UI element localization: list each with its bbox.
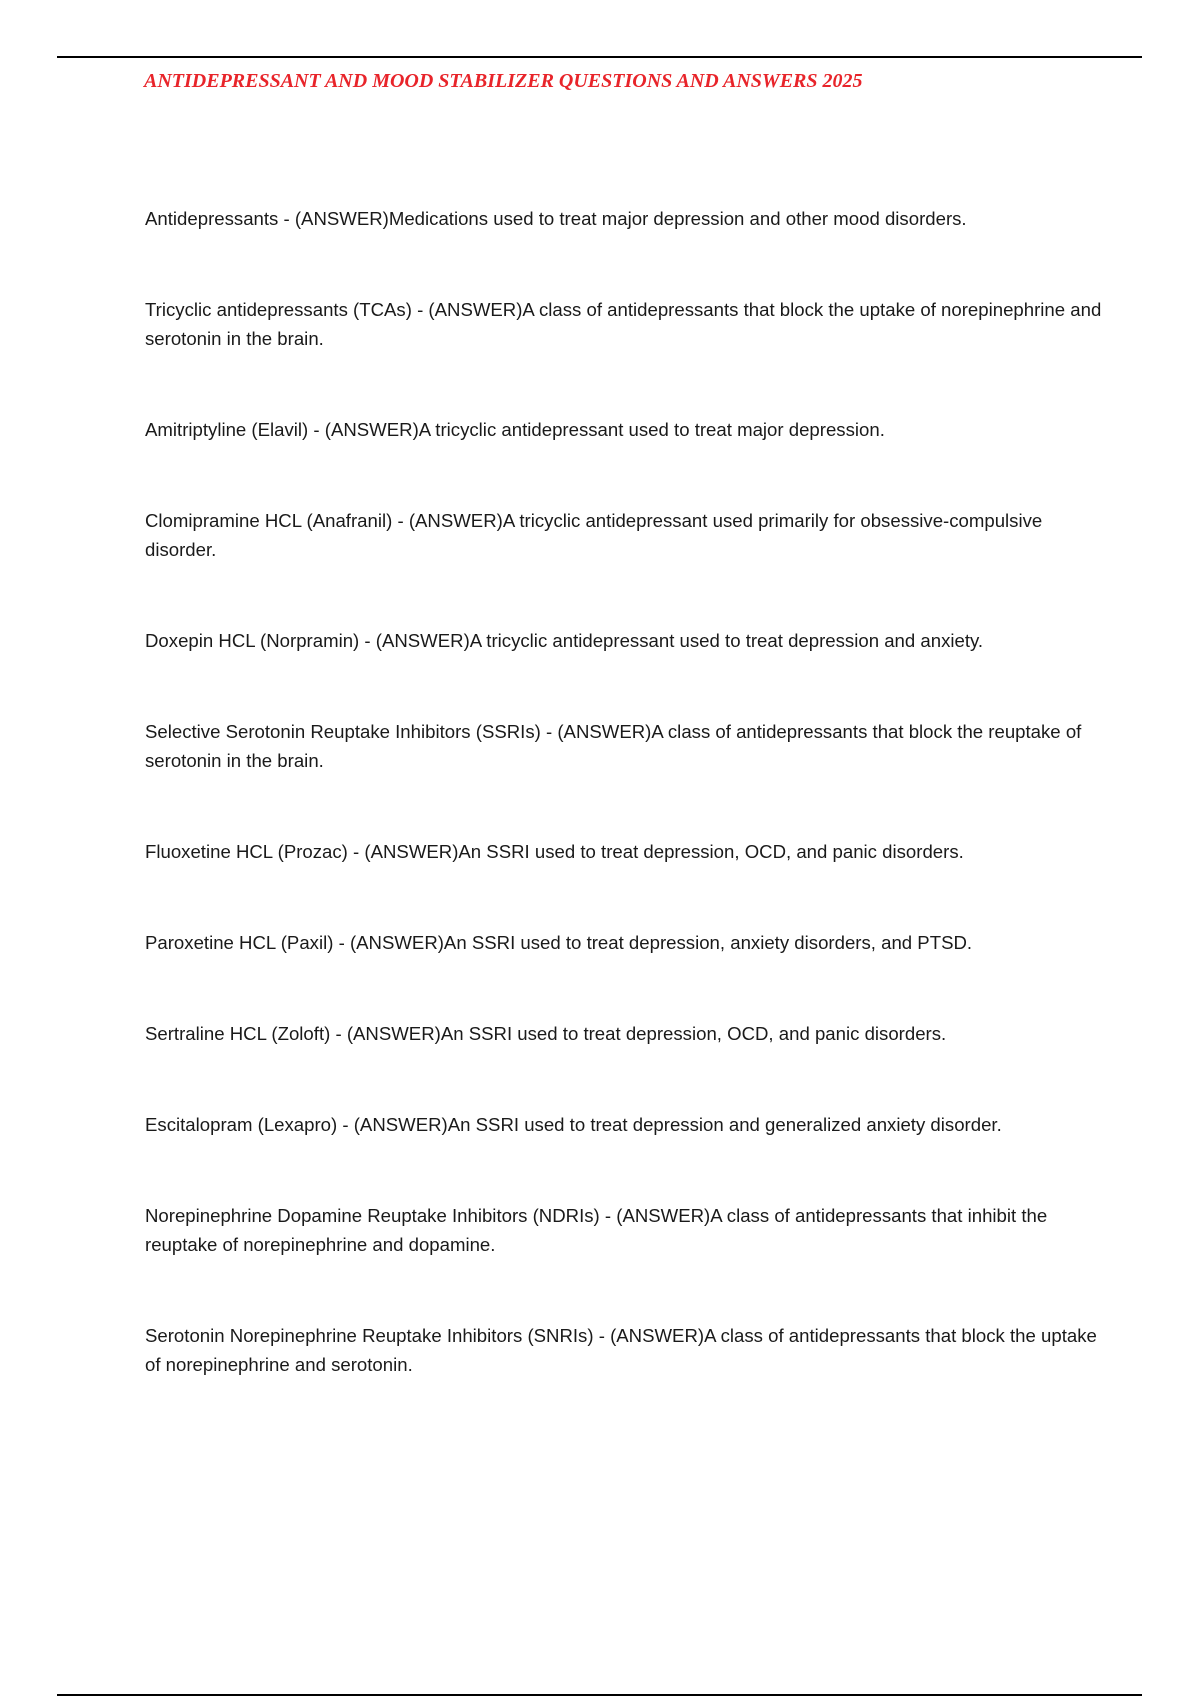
qa-entry: Serotonin Norepinephrine Reuptake Inhibitors (SNRIs) - (ANSWER)A class of antidepressants that block the uptake of norepinephrine and serotonin. xyxy=(145,1325,1097,1375)
qa-entry: Norepinephrine Dopamine Reuptake Inhibitors (NDRIs) - (ANSWER)A class of antidepressants that inhibit the reuptake of norepinephrine and dopamine. xyxy=(145,1205,1048,1255)
qa-entry: Paroxetine HCL (Paxil) - (ANSWER)An SSRI used to treat depression, anxiety disorders, and PTSD. xyxy=(145,932,973,953)
qa-entry: Escitalopram (Lexapro) - (ANSWER)An SSRI used to treat depression and generalized anxiety disorder. xyxy=(145,1114,1002,1135)
header-rule xyxy=(57,56,1142,58)
qa-entry: Fluoxetine HCL (Prozac) - (ANSWER)An SSRI used to treat depression, OCD, and panic disorders. xyxy=(145,841,964,862)
qa-entry: Tricyclic antidepressants (TCAs) - (ANSWER)A class of antidepressants that block the uptake of norepinephrine and serotonin in the brain. xyxy=(145,299,1102,349)
qa-list xyxy=(145,204,1105,1379)
document-title: ANTIDEPRESSANT AND MOOD STABILIZER QUESTIONS AND ANSWERS 2025 xyxy=(144,70,863,92)
qa-entry: Amitriptyline (Elavil) - (ANSWER)A tricyclic antidepressant used to treat major depression. xyxy=(145,419,885,440)
qa-entry: Antidepressants - (ANSWER)Medications used to treat major depression and other mood disorders. xyxy=(145,208,967,229)
footer-rule xyxy=(57,1694,1142,1696)
qa-entry: Clomipramine HCL (Anafranil) - (ANSWER)A tricyclic antidepressant used primarily for obsessive-compulsive disorder. xyxy=(145,510,1043,560)
qa-entry: Doxepin HCL (Norpramin) - (ANSWER)A tricyclic antidepressant used to treat depression and anxiety. xyxy=(145,630,984,651)
qa-entry: Selective Serotonin Reuptake Inhibitors (SSRIs) - (ANSWER)A class of antidepressants that block the reuptake of serotonin in the brain. xyxy=(145,721,1082,771)
qa-entry: Sertraline HCL (Zoloft) - (ANSWER)An SSRI used to treat depression, OCD, and panic disorders. xyxy=(145,1023,947,1044)
